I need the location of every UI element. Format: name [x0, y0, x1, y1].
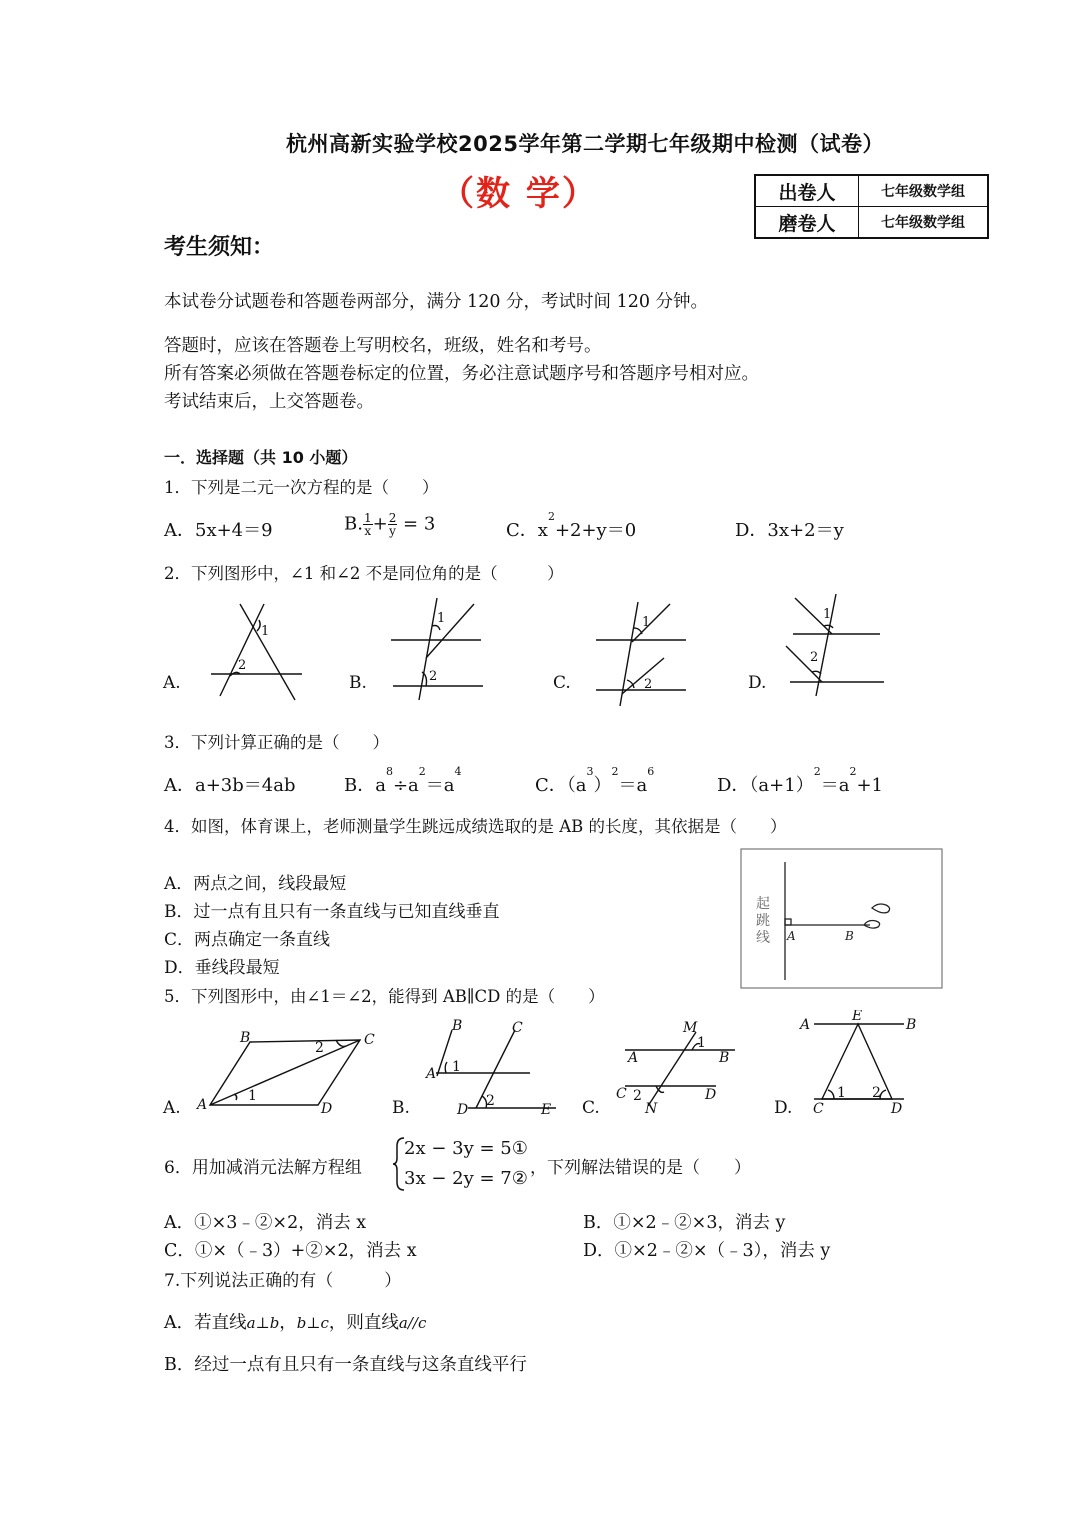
point-label: A [197, 1097, 208, 1113]
diagonal [210, 1040, 360, 1105]
point-label: A [628, 1050, 639, 1066]
point-label: D [891, 1101, 903, 1117]
superscript: 8 [385, 765, 393, 778]
angle-label: 1 [823, 607, 832, 622]
question-7-stem: 7.下列说法正确的有（ ） [164, 1271, 402, 1291]
fig-line [426, 604, 474, 658]
angle-label: 1 [697, 1035, 706, 1051]
q4-figure [740, 848, 944, 990]
point-label: C [512, 1020, 523, 1036]
angle-arc [828, 1090, 834, 1099]
q7-option-a [164, 1309, 426, 1334]
q4-option-b: B．过一点有且只有一条直线与已知直线垂直 [164, 902, 500, 922]
q6-option-d: D．①×2﹣②×（﹣3），消去 y [583, 1241, 831, 1261]
q5-label-d: D. [774, 1098, 793, 1118]
fig-text: 跳 [756, 913, 770, 929]
superscript: 6 [647, 765, 655, 778]
q2-label-b: B. [349, 673, 367, 693]
point-label: B [452, 1018, 463, 1034]
right-angle-mark [785, 919, 791, 925]
exam-title: 杭州高新实验学校2025学年第二学期七年级期中检测（试卷） [286, 132, 884, 156]
point-label: A [426, 1066, 437, 1082]
angle-label: 2 [872, 1085, 881, 1101]
fig-text: 起 [756, 896, 770, 912]
notice-heading: 考生须知： [164, 235, 275, 260]
figure-frame [741, 849, 942, 988]
text: +2+y＝0 [554, 520, 637, 541]
fraction [388, 512, 398, 537]
equation-2: 3x − 2y = 7② [404, 1168, 528, 1189]
signature-row [755, 175, 988, 207]
question-6-stem-post: ，下列解法错误的是（ ） [530, 1158, 751, 1178]
angle-label: 2 [633, 1088, 642, 1104]
text: D．（a+1） [717, 775, 814, 796]
q3-option-d [717, 765, 883, 797]
text: C．x [506, 520, 548, 541]
q3-option-a: A．a+3b＝4ab [164, 775, 296, 796]
text: ，则直线 [328, 1313, 399, 1333]
section-heading: 一．选择题（共 10 小题） [164, 448, 358, 467]
point-b-label: B [845, 929, 854, 943]
fraction [363, 512, 373, 537]
angle-label: 1 [837, 1085, 846, 1101]
point-label: M [683, 1020, 698, 1036]
angle-label: 2 [315, 1040, 324, 1056]
question-3-stem: 3．下列计算正确的是（ ） [164, 733, 389, 752]
text: ＝a [425, 775, 455, 796]
point-label: E [541, 1102, 552, 1118]
q1-option-d: D．3x+2＝y [735, 520, 844, 541]
fig-line [622, 658, 664, 694]
text: B．a [344, 775, 386, 796]
point-label: B [240, 1030, 251, 1046]
text: C．（a [535, 775, 587, 796]
angle-label: 2 [644, 677, 653, 692]
notice-line: 本试卷分试题卷和答题卷两部分，满分 120 分，考试时间 120 分钟。 [164, 292, 709, 312]
fraction-den: y [389, 524, 396, 538]
q6-option-a: A．①×3﹣②×2，消去 x [164, 1213, 367, 1233]
q2-label-a: A. [163, 673, 181, 693]
q4-option-c: C．两点确定一条直线 [164, 930, 331, 950]
signature-table [754, 174, 989, 239]
point-label: A [800, 1017, 811, 1033]
triangle [822, 1024, 892, 1099]
question-6-stem-pre: 6．用加减消元法解方程组 [164, 1158, 362, 1178]
notice-line: 答题时，应该在答题卷上写明校名，班级，姓名和考号。 [164, 336, 602, 356]
text: ＝a [618, 775, 648, 796]
angle-arc [432, 626, 440, 631]
angle-label: 1 [437, 611, 446, 626]
fig-line [240, 604, 295, 700]
notice-line: 考试结束后，上交答题卷。 [164, 392, 374, 412]
q3-option-c [535, 765, 655, 797]
angle-arc [445, 1062, 447, 1073]
text: A．若直线 [164, 1313, 247, 1333]
q1-option-c [506, 510, 637, 542]
point-label: C [813, 1101, 824, 1117]
text: ＝a [820, 775, 850, 796]
superscript: 2 [418, 765, 426, 778]
signature-key: 出卷人 [755, 175, 859, 207]
q5-label-c: C. [582, 1098, 600, 1118]
point-label: N [645, 1101, 658, 1117]
fig-line [437, 1030, 452, 1076]
math-expr: a//c [398, 1314, 427, 1332]
math-expr: b⊥c [296, 1314, 329, 1332]
notice-line: 所有答案必须做在答题卷标定的位置，务必注意试题序号和答题序号相对应。 [164, 364, 759, 384]
q5-figures [0, 1010, 1080, 1120]
fraction-num: 2 [388, 511, 397, 525]
superscript: 3 [586, 765, 594, 778]
fig-line [220, 604, 264, 696]
angle-label: 1 [261, 624, 270, 639]
point-label: C [616, 1086, 627, 1102]
angle-label: 1 [642, 615, 651, 630]
q6-option-c: C．①×（﹣3）+②×2，消去 x [164, 1241, 417, 1261]
subject-title: （数 学） [440, 174, 598, 214]
q6-option-b: B．①×2﹣②×3，消去 y [583, 1213, 786, 1233]
signature-row [755, 207, 988, 239]
text: ） [593, 775, 612, 796]
plus: + [372, 513, 388, 535]
fraction-num: 1 [363, 511, 372, 525]
footprint-icon [872, 904, 890, 913]
q2-label-c: C. [553, 673, 571, 693]
q5-label-a: A. [163, 1098, 181, 1118]
superscript: 2 [813, 765, 821, 778]
equation-1: 2x − 3y = 5① [404, 1138, 528, 1159]
signature-value: 七年级数学组 [859, 207, 989, 239]
angle-label: 2 [486, 1093, 495, 1109]
signature-key: 磨卷人 [755, 207, 859, 239]
angle-label: 1 [452, 1059, 461, 1075]
point-label: D [321, 1101, 333, 1117]
question-1-stem: 1．下列是二元一次方程的是（ ） [164, 478, 439, 497]
fig-text: 线 [756, 930, 770, 946]
superscript: 2 [547, 510, 555, 523]
signature-value: 七年级数学组 [859, 175, 989, 207]
q4-option-a: A．两点之间，线段最短 [164, 874, 347, 894]
point-a-label: A [787, 929, 796, 943]
superscript: 2 [611, 765, 619, 778]
point-label: E [852, 1010, 863, 1024]
q1-b-prefix: B. [344, 513, 363, 535]
angle-label: 2 [810, 650, 819, 665]
q2-figures [0, 590, 1080, 710]
angle-label: 1 [248, 1088, 257, 1104]
text: ， [279, 1313, 297, 1333]
math-expr: a⊥b [246, 1314, 280, 1332]
question-5-stem: 5．下列图形中，由∠1＝∠2，能得到 AB∥CD 的是（ ） [164, 987, 605, 1006]
fig-line [648, 1032, 696, 1106]
superscript: 4 [454, 765, 462, 778]
angle-label: 2 [238, 658, 247, 673]
text: ÷a [392, 775, 419, 796]
point-label: D [705, 1087, 717, 1103]
text: +1 [856, 775, 883, 796]
point-label: C [364, 1032, 375, 1048]
fraction-den: x [364, 524, 372, 538]
angle-label: 2 [429, 669, 438, 684]
q7-option-b: B．经过一点有且只有一条直线与这条直线平行 [164, 1355, 527, 1375]
q5-label-b: B. [392, 1098, 410, 1118]
point-label: D [457, 1102, 469, 1118]
fig-line [632, 604, 670, 642]
q1-b-rest: = 3 [397, 513, 436, 535]
point-label: B [906, 1017, 917, 1033]
question-2-stem: 2．下列图形中，∠1 和∠2 不是同位角的是（ ） [164, 564, 564, 583]
angle-arc [257, 620, 260, 631]
q2-label-d: D. [748, 673, 767, 693]
q1-option-b [344, 512, 435, 537]
q3-option-b [344, 765, 462, 797]
superscript: 2 [849, 765, 857, 778]
q4-option-d: D．垂线段最短 [164, 958, 280, 978]
angle-arc [234, 1094, 237, 1100]
footprint-icon [864, 921, 880, 929]
question-4-stem: 4．如图，体育课上，老师测量学生跳远成绩选取的是 AB 的长度，其依据是（ ） [164, 817, 787, 836]
q1-option-a: A．5x+4＝9 [164, 520, 273, 541]
point-label: B [719, 1050, 730, 1066]
